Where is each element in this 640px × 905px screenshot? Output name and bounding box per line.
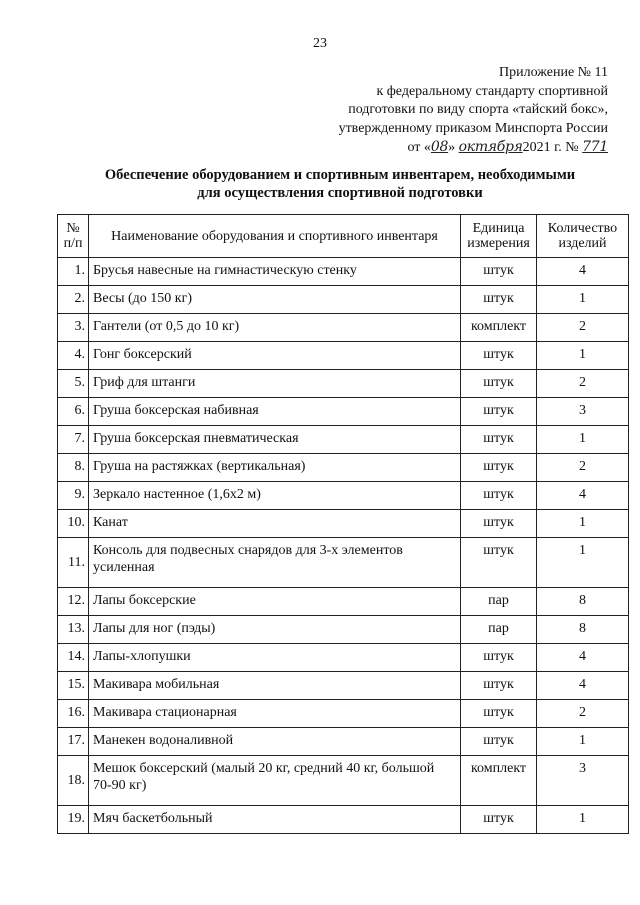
cell-name: Груша боксерская пневматическая (89, 426, 461, 454)
cell-unit: штук (461, 538, 537, 588)
table-row (58, 314, 629, 342)
appendix-date-line (278, 138, 608, 158)
cell-unit: комплект (461, 314, 537, 342)
handwritten-order-number: 771 (582, 139, 608, 155)
header-unit: Единица измерения (461, 215, 537, 258)
table-row (58, 700, 629, 728)
cell-num: 12. (58, 588, 89, 616)
cell-qty: 1 (537, 510, 629, 538)
table-row (58, 510, 629, 538)
cell-qty: 8 (537, 616, 629, 644)
cell-unit: пар (461, 616, 537, 644)
table-row (58, 616, 629, 644)
cell-qty: 1 (537, 728, 629, 756)
cell-unit: штук (461, 342, 537, 370)
title-line-2: для осуществления спортивной подготовки (197, 185, 483, 201)
date-prefix: от « (407, 140, 431, 155)
cell-name: Груша на растяжках (вертикальная) (89, 454, 461, 482)
cell-unit: штук (461, 644, 537, 672)
cell-name: Консоль для подвесных снарядов для 3-х элементов усиленная (89, 538, 461, 588)
cell-unit: штук (461, 510, 537, 538)
cell-qty: 1 (537, 806, 629, 834)
appendix-line-4: утвержденному приказом Минспорта России (338, 120, 608, 136)
cell-qty: 3 (537, 398, 629, 426)
cell-name: Макивара мобильная (89, 672, 461, 700)
cell-name: Лапы для ног (пэды) (89, 616, 461, 644)
cell-num: 4. (58, 342, 89, 370)
cell-unit: штук (461, 426, 537, 454)
cell-num: 6. (58, 398, 89, 426)
cell-qty: 2 (537, 454, 629, 482)
cell-name: Весы (до 150 кг) (89, 286, 461, 314)
cell-num: 17. (58, 728, 89, 756)
cell-name: Мешок боксерский (малый 20 кг, средний 40 кг, большой 70-90 кг) (89, 756, 461, 806)
page-number: 23 (313, 36, 327, 51)
cell-unit: штук (461, 258, 537, 286)
cell-name: Гантели (от 0,5 до 10 кг) (89, 314, 461, 342)
table-row (58, 728, 629, 756)
cell-unit: штук (461, 728, 537, 756)
table-row (58, 538, 629, 588)
cell-unit: штук (461, 454, 537, 482)
cell-qty: 8 (537, 588, 629, 616)
cell-num: 14. (58, 644, 89, 672)
table-row (58, 426, 629, 454)
cell-name: Мяч баскетбольный (89, 806, 461, 834)
table-row (58, 398, 629, 426)
cell-name: Гонг боксерский (89, 342, 461, 370)
cell-name: Гриф для штанги (89, 370, 461, 398)
cell-unit: штук (461, 286, 537, 314)
table-row (58, 482, 629, 510)
cell-qty: 2 (537, 314, 629, 342)
cell-num: 16. (58, 700, 89, 728)
title-line-1: Обеспечение оборудованием и спортивным инвентарем, необходимыми (104, 167, 576, 183)
cell-qty: 4 (537, 482, 629, 510)
cell-qty: 4 (537, 672, 629, 700)
cell-qty: 2 (537, 700, 629, 728)
cell-name: Груша боксерская набивная (89, 398, 461, 426)
table-row (58, 258, 629, 286)
table-row (58, 756, 629, 806)
cell-num: 13. (58, 616, 89, 644)
appendix-header (278, 64, 608, 158)
table-row (58, 806, 629, 834)
table-header-row (58, 215, 629, 258)
date-year: 2021 г. № (522, 140, 579, 155)
appendix-line-1: Приложение № 11 (499, 65, 608, 80)
cell-num: 10. (58, 510, 89, 538)
cell-num: 1. (58, 258, 89, 286)
cell-num: 3. (58, 314, 89, 342)
document-title (60, 166, 620, 202)
cell-num: 11. (58, 538, 89, 588)
cell-name: Макивара стационарная (89, 700, 461, 728)
cell-unit: пар (461, 588, 537, 616)
cell-num: 2. (58, 286, 89, 314)
cell-name: Лапы-хлопушки (89, 644, 461, 672)
cell-qty: 1 (537, 286, 629, 314)
cell-unit: штук (461, 672, 537, 700)
cell-num: 19. (58, 806, 89, 834)
handwritten-month: октября (458, 139, 523, 155)
cell-qty: 4 (537, 258, 629, 286)
table-row (58, 672, 629, 700)
table-row (58, 644, 629, 672)
cell-num: 7. (58, 426, 89, 454)
appendix-line-3: подготовки по виду спорта «тайский бокс», (348, 102, 608, 117)
table-row (58, 286, 629, 314)
table-row (58, 454, 629, 482)
cell-name: Брусья навесные на гимнастическую стенку (89, 258, 461, 286)
inventory-table (57, 214, 629, 834)
cell-num: 15. (58, 672, 89, 700)
header-num: № п/п (58, 215, 89, 258)
cell-num: 18. (58, 756, 89, 806)
table-row (58, 370, 629, 398)
cell-qty: 1 (537, 538, 629, 588)
cell-qty: 3 (537, 756, 629, 806)
appendix-line-2: к федеральному стандарту спортивной (376, 83, 608, 99)
header-name: Наименование оборудования и спортивного инвентаря (89, 215, 461, 258)
cell-name: Канат (89, 510, 461, 538)
cell-qty: 1 (537, 342, 629, 370)
cell-qty: 1 (537, 426, 629, 454)
header-qty: Количество изделий (537, 215, 629, 258)
cell-num: 5. (58, 370, 89, 398)
handwritten-day: 08 (430, 139, 449, 155)
cell-num: 8. (58, 454, 89, 482)
cell-unit: штук (461, 482, 537, 510)
date-mid: » (448, 140, 459, 155)
cell-unit: штук (461, 398, 537, 426)
cell-unit: комплект (461, 756, 537, 806)
table-row (58, 342, 629, 370)
cell-unit: штук (461, 700, 537, 728)
table-row (58, 588, 629, 616)
cell-unit: штук (461, 370, 537, 398)
cell-name: Лапы боксерские (89, 588, 461, 616)
cell-name: Зеркало настенное (1,6х2 м) (89, 482, 461, 510)
cell-num: 9. (58, 482, 89, 510)
cell-name: Манекен водоналивной (89, 728, 461, 756)
cell-qty: 4 (537, 644, 629, 672)
cell-unit: штук (461, 806, 537, 834)
cell-qty: 2 (537, 370, 629, 398)
